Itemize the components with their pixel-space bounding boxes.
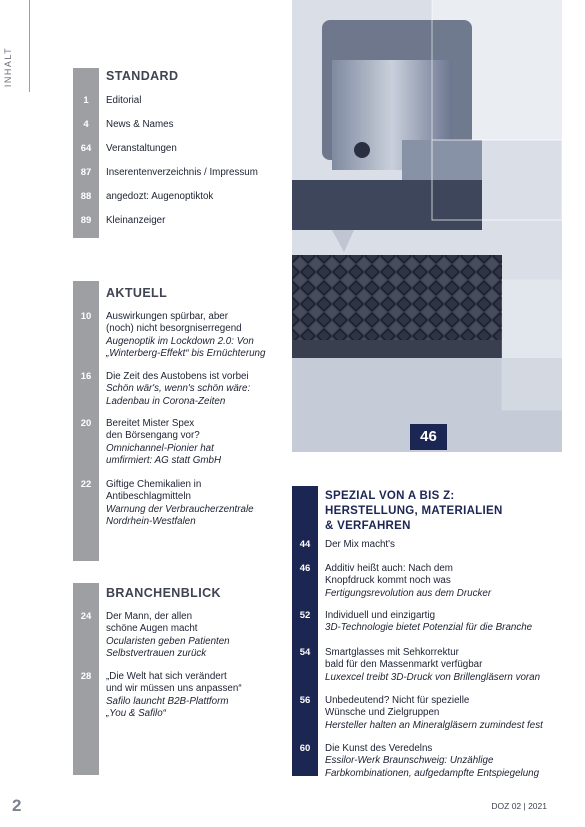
entry-subtitle: Luxexcel treibt 3D-Druck von Brillengläsern voran <box>325 671 541 683</box>
entry-title: Inserentenverzeichnis / Impressum <box>106 167 258 178</box>
entry-title: News & Names <box>106 119 174 130</box>
entry-title: Wünsche und Zielgruppen <box>325 707 440 719</box>
page-number-footer: 2 <box>12 796 22 815</box>
page-number: 22 <box>80 479 92 490</box>
page-number: 52 <box>299 610 311 621</box>
entry-title: Smartglasses mit Sehkorrektur <box>325 647 459 658</box>
entry-title: und wir müssen uns anpassen“ <box>106 683 242 695</box>
entry-subtitle: Essilor-Werk Braunschweig: Unzählige <box>325 755 494 767</box>
entry-subtitle: 3D-Technologie bietet Potenzial für die Branche <box>325 622 533 634</box>
entry-subtitle: umfirmiert: AG statt GmbH <box>106 455 222 467</box>
entry-title: Giftige Chemikalien in <box>106 479 202 490</box>
entry-subtitle: Safilo launcht B2B-Plattform <box>106 695 229 707</box>
issue-label: DOZ 02 | 2021 <box>491 801 547 811</box>
page-number: 20 <box>80 418 92 429</box>
page-number: 54 <box>299 647 311 658</box>
entry-title: Unbedeutend? Nicht für spezielle <box>325 695 470 706</box>
entry-subtitle: Selbstvertrauen zurück <box>106 648 207 660</box>
entry-title: Antibeschlagmitteln <box>106 491 191 503</box>
entry-subtitle: Ocularisten geben Patienten <box>106 635 230 647</box>
entry-title: Die Zeit des Austobens ist vorbei <box>106 371 249 382</box>
entry-title: schöne Augen macht <box>106 623 198 635</box>
page-number: 16 <box>80 371 92 382</box>
entry-title: „Die Welt hat sich verändert <box>106 671 227 682</box>
entry-title: Veranstaltungen <box>106 143 177 154</box>
page-number: 56 <box>299 695 311 706</box>
page-number: 10 <box>80 311 92 322</box>
entry-title: Der Mix macht's <box>325 539 395 550</box>
branchenblick-title: BRANCHENBLICK <box>106 586 221 600</box>
page-number: 87 <box>80 167 92 178</box>
page-number: 24 <box>80 611 92 622</box>
entry-subtitle: „Winterberg-Effekt“ bis Ernüchterung <box>106 348 266 360</box>
entry-title: Individuell und einzigartig <box>325 610 436 621</box>
entry-title: Die Kunst des Veredelns <box>325 743 433 754</box>
entry-title: Der Mann, der allen <box>106 611 193 622</box>
photo-page-number[interactable]: 46 <box>410 424 447 450</box>
entry-subtitle: Warnung der Verbraucherzentrale <box>106 503 254 515</box>
entry-title: Knopfdruck kommt noch was <box>325 575 451 587</box>
page-number: 89 <box>80 215 92 226</box>
3d-printer-photo <box>292 0 562 452</box>
3d-printer-illustration <box>292 0 562 452</box>
entry-title: bald für den Massenmarkt verfügbar <box>325 659 483 671</box>
entry-title: den Börsengang vor? <box>106 430 200 442</box>
page-number: 44 <box>299 539 311 550</box>
entry-title: Additiv heißt auch: Nach dem <box>325 563 453 574</box>
entry-title: Editorial <box>106 95 142 106</box>
entry-subtitle: Farbkombinationen, aufgedampfte Entspiegelung <box>325 767 540 779</box>
section-label: INHALT <box>3 46 14 88</box>
entry-subtitle: Nordrhein-Westfalen <box>106 516 196 528</box>
entry-subtitle: Augenoptik im Lockdown 2.0: Von <box>106 335 254 347</box>
spezial-bar <box>292 486 318 776</box>
aktuell-title: AKTUELL <box>106 286 168 300</box>
page-number: 1 <box>83 95 89 106</box>
entry-title: (noch) nicht besorgniserregend <box>106 323 242 335</box>
entry-subtitle: „You & Safilo“ <box>106 708 166 720</box>
entry-title: Bereitet Mister Spex <box>106 418 195 429</box>
entry-subtitle: Fertigungsrevolution aus dem Drucker <box>325 587 492 599</box>
page-number: 88 <box>80 191 92 202</box>
side-divider-line <box>29 0 30 92</box>
entry-title: angedozt: Augenoptiktok <box>106 191 214 202</box>
entry-title: Auswirkungen spürbar, aber <box>106 311 228 322</box>
entry-subtitle: Hersteller halten an Mineralgläsern zumindest fest <box>325 719 543 731</box>
spezial-title: SPEZIAL VON A BIS Z: HERSTELLUNG, MATERIALIEN & VERFAHREN <box>325 490 503 532</box>
entry-subtitle: Omnichannel-Pionier hat <box>106 442 214 454</box>
page-number: 28 <box>80 671 92 682</box>
page-number: 60 <box>299 743 311 754</box>
page-number: 46 <box>299 563 311 574</box>
entry-subtitle: Ladenbau in Corona-Zeiten <box>106 395 226 407</box>
page-number: 64 <box>80 143 92 154</box>
standard-title: STANDARD <box>106 69 179 83</box>
entry-title: Kleinanzeiger <box>106 215 166 226</box>
page-number: 4 <box>83 119 89 130</box>
entry-subtitle: Schön wär's, wenn's schön wäre: <box>106 383 251 395</box>
